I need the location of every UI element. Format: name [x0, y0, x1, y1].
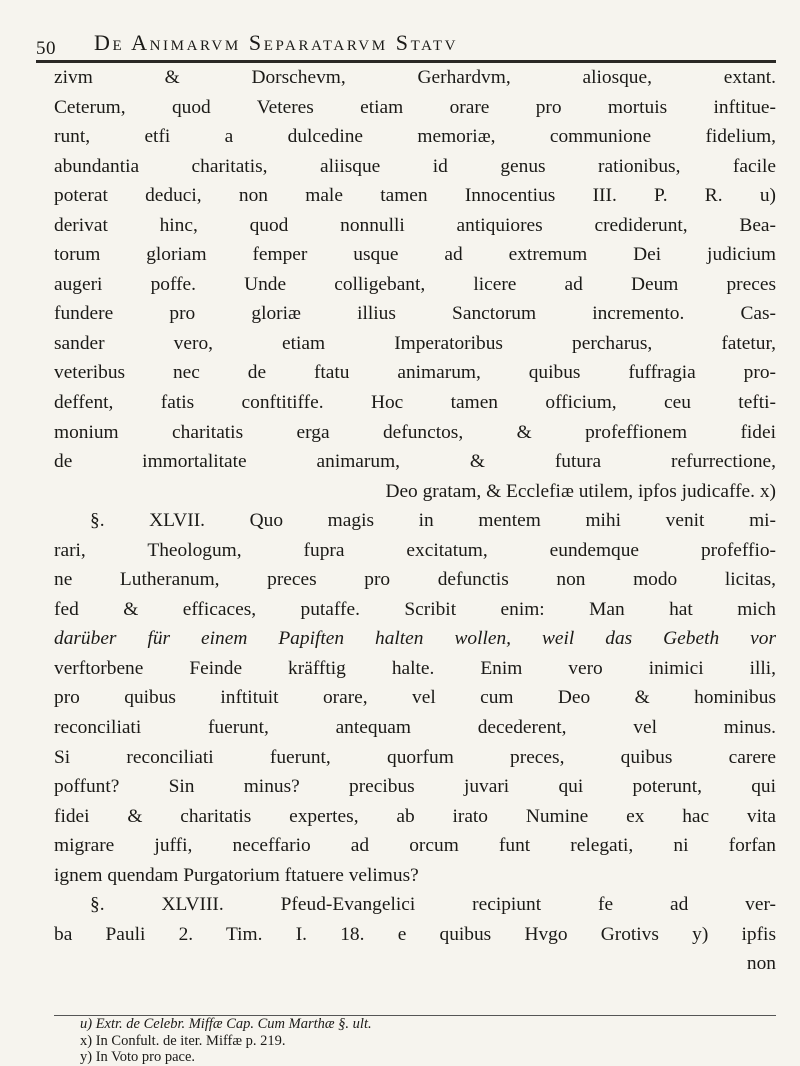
- footnote-y: y) In Voto pro pace.: [80, 1049, 196, 1065]
- text-line: fed & efficaces, putaffe. Scribit enim: Man hat mich: [54, 598, 776, 620]
- footnotes: [80, 1016, 770, 1066]
- text-line: derivat hinc, quod nonnulli antiquiores crediderunt, Bea-: [54, 214, 776, 236]
- running-head: De Animarvm Separatarvm Statv: [94, 30, 459, 55]
- body-text: [54, 63, 776, 979]
- text-line: augeri poffe. Unde colligebant, licere ad Deum preces: [54, 273, 776, 295]
- text-line: de immortalitate animarum, & futura refurrectione,: [54, 451, 776, 473]
- text-line: verftorbene Feinde kräfftig halte. Enim vero inimici illi,: [54, 657, 776, 679]
- text-line: migrare juffi, neceffario ad orcum funt relegati, ni forfan: [54, 835, 776, 857]
- text-line: rari, Theologum, fupra excitatum, eundemque profeffio-: [54, 539, 776, 561]
- text-line: veteribus nec de ftatu animarum, quibus fuffragia pro-: [54, 362, 776, 384]
- text-line: deffent, fatis conftitiffe. Hoc tamen officium, ceu tefti-: [54, 392, 776, 414]
- german-quote-line: darüber für einem Papiften halten wollen, weil das Gebeth vor: [54, 628, 776, 650]
- text-line: abundantia charitatis, aliisque id genus rationibus, facile: [54, 155, 776, 177]
- section-heading-line: §. XLVIII. Pfeud-Evangelici recipiunt fe ad ver-: [90, 894, 776, 916]
- page-header: [36, 4, 776, 60]
- text-line: Ceterum, quod Veteres etiam orare pro mortuis inftitue-: [54, 96, 776, 118]
- text-line: Si reconciliati fuerunt, quorfum preces, quibus carere: [54, 746, 776, 768]
- catchword: non: [746, 953, 776, 975]
- text-line: pro quibus inftituit orare, vel cum Deo & hominibus: [54, 687, 776, 709]
- text-line: ignem quendam Purgatorium ftatuere velimus?: [54, 864, 419, 886]
- text-line: torum gloriam femper usque ad extremum Dei judicium: [54, 244, 776, 266]
- text-line: runt, etfi a dulcedine memoriæ, communione fidelium,: [54, 126, 776, 148]
- text-line: fidei & charitatis expertes, ab irato Numine ex hac vita: [54, 805, 776, 827]
- text-line: monium charitatis erga defunctos, & profeffionem fidei: [54, 421, 776, 443]
- footnote-x: x) In Confult. de iter. Miffæ p. 219.: [80, 1032, 286, 1049]
- text-line: poterat deduci, non male tamen Innocentius III. P. R. u): [54, 185, 776, 207]
- text-line: fundere pro gloriæ illius Sanctorum incremento. Cas-: [54, 303, 776, 325]
- text-line: zivm & Dorschevm, Gerhardvm, aliosque, extant.: [54, 67, 776, 88]
- text-line: sander vero, etiam Imperatoribus percharus, fatetur,: [54, 332, 776, 354]
- page-number: 50: [36, 38, 56, 59]
- section-heading-line: §. XLVII. Quo magis in mentem mihi venit mi-: [90, 510, 776, 532]
- footnote-u: u) Extr. de Celebr. Miffæ Cap. Cum Marthæ §. ult.: [80, 1016, 372, 1032]
- text-line: reconciliati fuerunt, antequam decederent, vel minus.: [54, 717, 776, 739]
- text-line: poffunt? Sin minus? precibus juvari qui poterunt, qui: [54, 776, 776, 798]
- text-line: Deo gratam, & Ecclefiæ utilem, ipfos judicaffe. x): [385, 480, 776, 502]
- text-line: ba Pauli 2. Tim. I. 18. e quibus Hvgo Grotivs y) ipfis: [54, 923, 776, 945]
- text-line: ne Lutheranum, preces pro defunctis non modo licitas,: [54, 569, 776, 591]
